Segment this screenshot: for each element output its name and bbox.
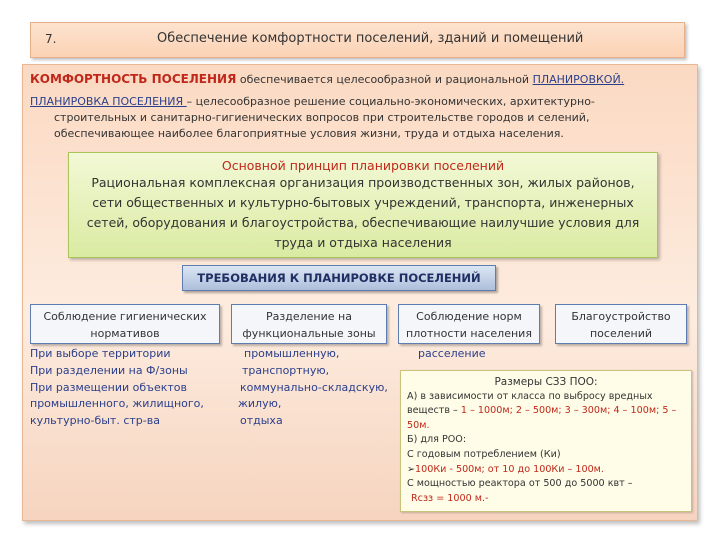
- requirement-card-zoning: [231, 304, 387, 344]
- zones-list: [238, 346, 388, 430]
- szz-box: [400, 370, 692, 512]
- list-item: коммунально-складскую,: [240, 380, 388, 394]
- requirements-header: ТРЕБОВАНИЯ К ПЛАНИРОВКЕ ПОСЕЛЕНИЙ: [182, 265, 496, 291]
- title-bar: [30, 22, 685, 58]
- principle-line: Рациональная комплексная организация производственных зон, жилых районов,: [91, 175, 635, 190]
- list-item: культурно-быт. стр-ва: [30, 414, 160, 428]
- szz-b-line3: [407, 463, 685, 478]
- planning-line3: обеспечивающее наиболее благоприятные условия жизни, труда и отдыха населения.: [54, 127, 564, 140]
- szz-a-line1: А) в зависимости от класса по выбросу вредных: [407, 390, 653, 402]
- principle-line: труда и отдыха населения: [274, 235, 452, 250]
- comfort-text: обеспечивается целесообразной и рациональной: [236, 73, 533, 86]
- list-item: отдыха: [240, 414, 283, 428]
- planning-term: ПЛАНИРОВКА ПОСЕЛЕНИЯ: [30, 95, 187, 108]
- comfort-term: КОМФОРТНОСТЬ ПОСЕЛЕНИЯ: [30, 72, 237, 86]
- list-item: жилую,: [238, 397, 282, 411]
- principle-line: сети общественных и культурно-бытовых учреждений, транспорта, инженерных: [92, 195, 634, 210]
- requirement-card-hygiene: [30, 304, 220, 344]
- arrow-bullet-icon: ➢: [407, 463, 416, 475]
- requirement-card-improvement: [555, 304, 687, 344]
- list-item: промышленного, жилищного,: [30, 397, 204, 411]
- comfort-link: ПЛАНИРОВКОЙ.: [532, 73, 625, 86]
- card-line: Соблюдение гигиенических: [43, 310, 207, 323]
- slide-number: 7.: [45, 32, 57, 46]
- hygiene-list: [30, 346, 204, 430]
- principle-box: [68, 152, 658, 258]
- planning-line2: строительных и санитарно-гигиенических вопросов при строительстве городов и селений,: [54, 111, 590, 124]
- list-item: промышленную,: [244, 347, 340, 360]
- szz-title: Размеры СЗЗ ПОО:: [494, 376, 598, 388]
- szz-a-line3: 50м.: [407, 419, 430, 431]
- list-item: транспортную,: [242, 363, 330, 377]
- card-line: Разделение на: [266, 310, 352, 323]
- szz-b-line2: С годовым потреблением (Ки): [407, 448, 561, 460]
- szz-a-prefix: веществ –: [407, 405, 461, 417]
- comfort-definition: [30, 72, 624, 86]
- density-item: расселение: [418, 347, 486, 360]
- card-line: функциональные зоны: [242, 327, 376, 340]
- card-line: Благоустройство: [571, 310, 671, 323]
- szz-b-line4: С мощностью реактора от 500 до 5000 квт –: [407, 478, 633, 490]
- list-item: При разделении на Ф/зоны: [30, 363, 188, 377]
- list-item: При размещении объектов: [30, 380, 187, 394]
- szz-b-values: 100Ки - 500м; от 10 до 100Ки – 100м.: [415, 463, 604, 475]
- card-line: поселений: [589, 327, 653, 340]
- principle-line: сетей, оборудования и благоустройства, обеспечивающие наилучшие условия для: [86, 215, 640, 230]
- principle-title: Основной принцип планировки поселений: [221, 158, 505, 173]
- list-item: При выборе территории: [30, 347, 171, 360]
- card-line: нормативов: [90, 327, 160, 340]
- planning-line1: – целесообразное решение социально-экономических, архитектурно-: [186, 95, 595, 108]
- szz-a-line2: [407, 404, 685, 419]
- szz-a-values: 1 – 1000м; 2 – 500м; 3 – 300м; 4 – 100м; 5 –: [460, 405, 677, 417]
- card-line: Соблюдение норм: [416, 310, 522, 323]
- card-line: плотности населения: [406, 327, 532, 340]
- slide-title: Обеспечение комфортности поселений, зданий и помещений: [157, 31, 584, 46]
- requirement-card-density: [398, 304, 540, 344]
- planning-definition-line1: [30, 95, 595, 108]
- szz-b-line5: Rсзз = 1000 м.-: [411, 492, 489, 504]
- szz-b-line1: Б) для РОО:: [407, 434, 467, 446]
